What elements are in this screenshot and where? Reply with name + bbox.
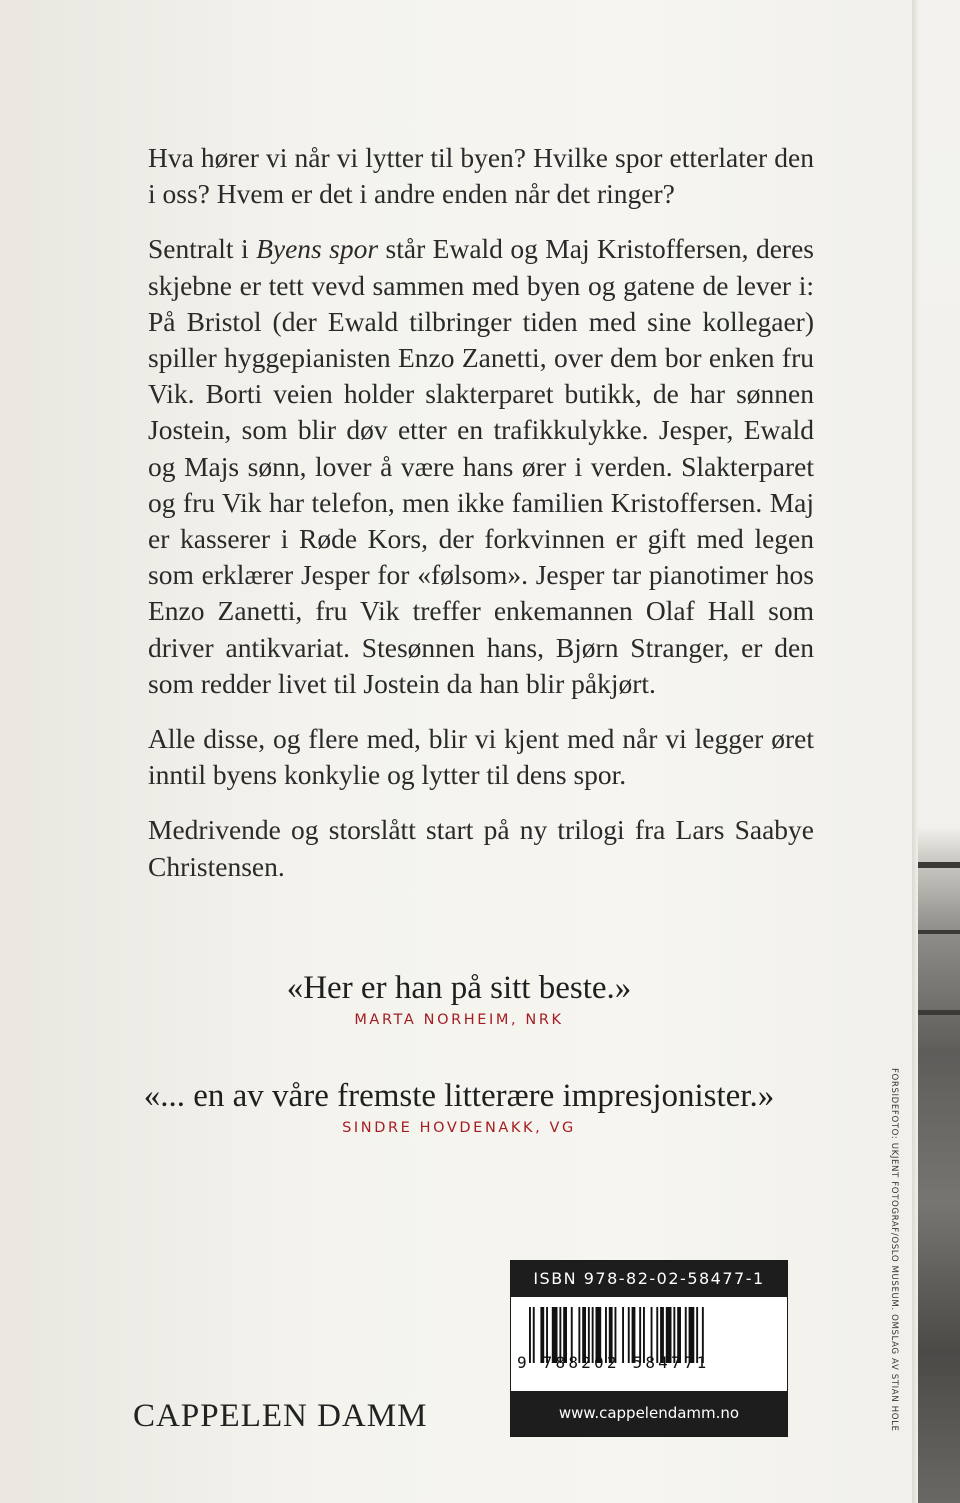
cover-photo-strip [918,0,960,1503]
blurb-p2-before: Sentralt i [148,233,257,265]
quote-text: «... en av våre fremste litterære impresjonister.» [143,1078,775,1114]
photo-credit: FORSIDEFOTO: UKJENT FOTOGRAF/OSLO MUSEUM. OMSLAG AV STIAN HOLE [889,1068,899,1432]
blurb-text [148,140,814,904]
book-title: Byens spor [256,233,379,265]
blurb-paragraph-4: Medrivende og storslått start på ny trilogi fra Lars Saabye Christensen. [148,814,814,882]
blurb-paragraph-2 [148,231,814,702]
blurb-p2-after: står Ewald og Maj Kristoffersen, deres skjebne er tett vevd sammen med byen og gatene de lever i: På Bristol (der Ewald tilbringer tiden med sine kollegaer) spiller hyggepianisten Enzo Zanetti, over dem bor enken fru Vik. Borti veien holder slakterparet butikk, de har sønnen Jostein, som blir døv etter en trafikkulykke. Jesper, Ewald og Majs sønn, lover å være hans ører i verden. Slakterparet og fru Vik har telefon, men ikke familien Kristoffersen. Maj er kasserer i Røde Kors, der forkvinnen er gift med legen som erklærer Jesper for «følsom». Jesper tar pianotimer hos Enzo Zanetti, fru Vik treffer enkemannen Olaf Hall som driver antikvariat. Stesønnen hans, Bjørn Stranger, er den som redder livet til Jostein da han blir påkjørt. [148,233,814,699]
quote-text: «Her er han på sitt beste.» [286,970,632,1006]
quote-source: MARTA NORHEIM, NRK [354,1012,564,1028]
isbn-label: ISBN 978-82-02-58477-1 [511,1261,787,1297]
quote-source: SINDRE HOVDENAKK, VG [342,1120,576,1136]
blurb-paragraph-3: Alle disse, og flere med, blir vi kjent med når vi legger øret inntil byens konkylie og lytter til dens spor. [148,723,814,791]
publisher-logo: CAPPELEN DAMM [133,1398,428,1434]
barcode-digits: 9 788202 584771 [517,1353,710,1372]
review-quote-2 [0,1076,918,1136]
publisher-website: www.cappelendamm.no [511,1391,787,1436]
barcode-panel [510,1260,788,1437]
review-quote-1 [0,968,918,1028]
blurb-paragraph-1: Hva hører vi når vi lytter til byen? Hvilke spor etterlater den i oss? Hvem er det i andre enden når det ringer? [148,142,814,210]
